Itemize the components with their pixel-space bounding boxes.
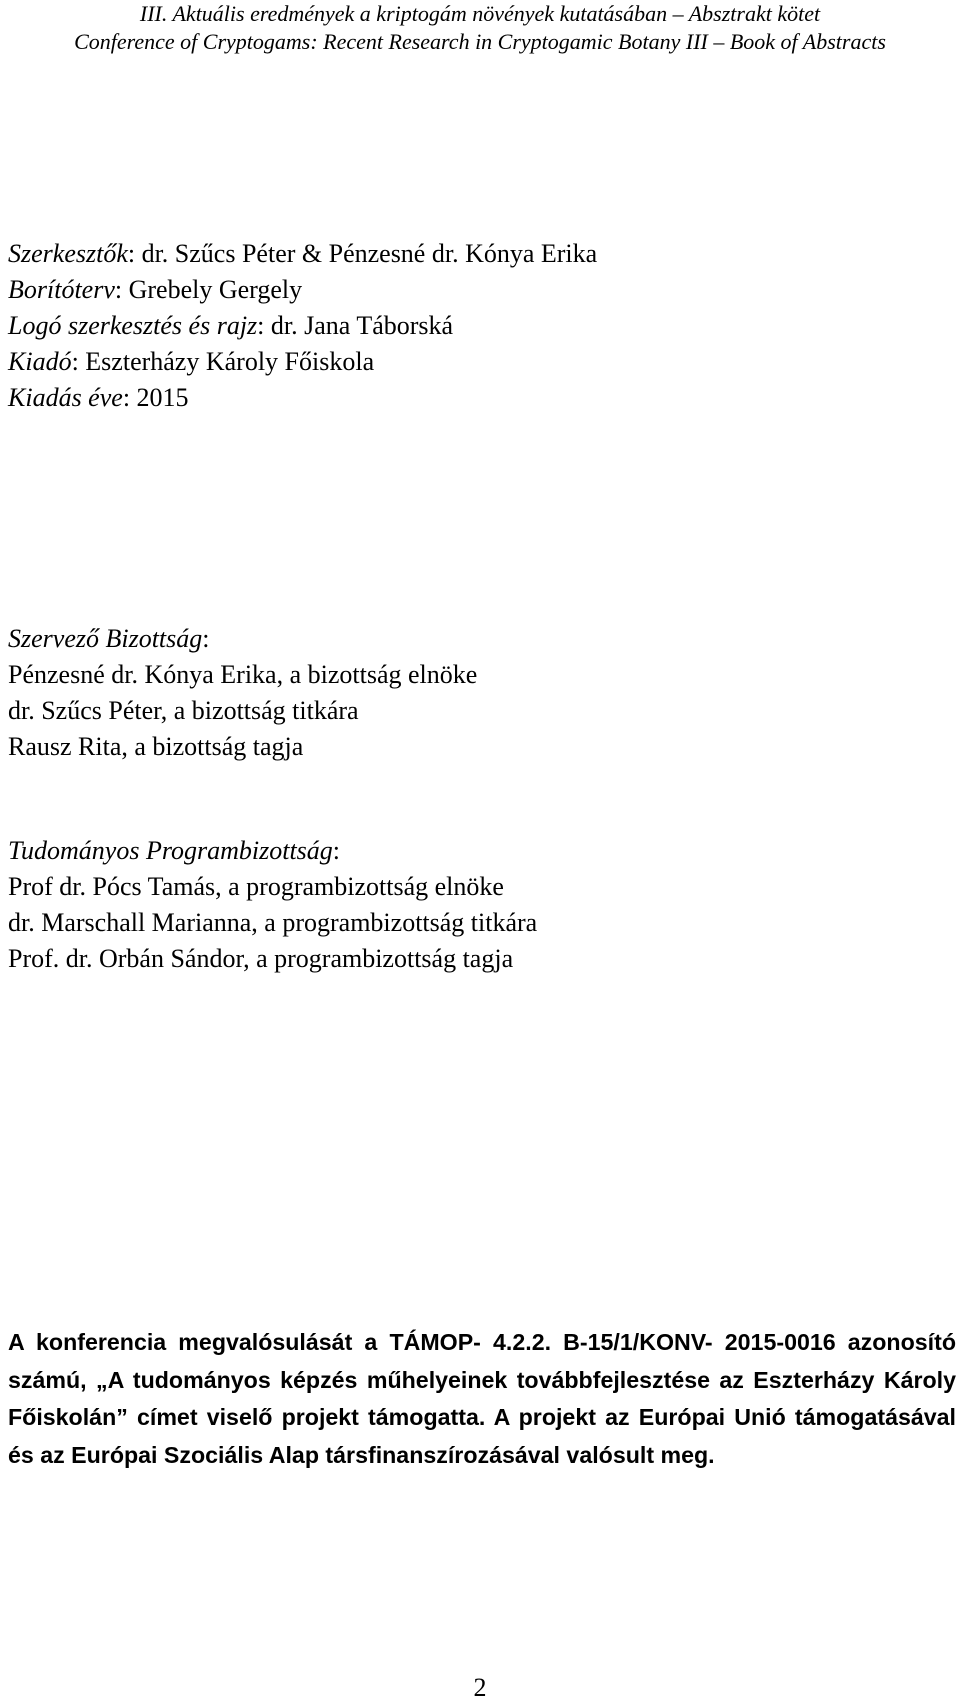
organizing-committee	[8, 621, 477, 765]
scientific-committee-colon: :	[332, 836, 341, 865]
publication-year-label: Kiadás éve	[8, 383, 123, 412]
committee-member: dr. Szűcs Péter, a bizottság titkára	[8, 696, 359, 725]
colophon	[8, 236, 597, 416]
publisher-value: : Eszterházy Károly Főiskola	[71, 347, 375, 376]
logo-design-value: : dr. Jana Táborská	[257, 311, 454, 340]
committee-member: dr. Marschall Marianna, a programbizottság titkára	[8, 908, 538, 937]
organizing-committee-colon: :	[202, 624, 210, 653]
editors-label: Szerkesztők	[8, 239, 128, 268]
cover-design-value: : Grebely Gergely	[114, 275, 303, 304]
scientific-committee	[8, 833, 537, 977]
header-title-hungarian: III. Aktuális eredmények a kriptogám növények kutatásában – Absztrakt kötet	[139, 1, 821, 26]
publisher-label: Kiadó	[8, 347, 72, 376]
publisher-line	[8, 344, 597, 380]
publication-year-line	[8, 380, 597, 416]
funding-statement: A konferencia megvalósulását a TÁMOP- 4.2.2. B-15/1/KONV- 2015-0016 azonosító számú, „A tudományos képzés műhelyeinek továbbfejlesztése az Eszterházy Károly Főiskolán” címet viselő projekt támogatta. A projekt az Európai Unió támogatásával és az Európai Szociális Alap társfinanszírozásával valósult meg.	[8, 1329, 956, 1468]
cover-design-label: Borítóterv	[8, 275, 115, 304]
editors-line	[8, 236, 597, 272]
cover-design-line	[8, 272, 597, 308]
organizing-committee-label: Szervező Bizottság	[8, 624, 203, 653]
logo-design-label: Logó szerkesztés és rajz	[8, 311, 258, 340]
header-title-english: Conference of Cryptogams: Recent Research in Cryptogamic Botany III – Book of Abstracts	[74, 29, 886, 54]
page-number: 2	[473, 1673, 487, 1702]
committee-member: Prof. dr. Orbán Sándor, a programbizottság tagja	[8, 944, 514, 973]
organizing-committee-heading	[8, 621, 477, 657]
committee-member: Prof dr. Pócs Tamás, a programbizottság elnöke	[8, 872, 504, 901]
running-header	[0, 0, 960, 56]
scientific-committee-label: Tudományos Programbizottság	[8, 836, 333, 865]
editors-value: : dr. Szűcs Péter & Pénzesné dr. Kónya Erika	[127, 239, 598, 268]
publication-year-value: : 2015	[122, 383, 189, 412]
committee-member: Pénzesné dr. Kónya Erika, a bizottság elnöke	[8, 660, 478, 689]
logo-design-line	[8, 308, 597, 344]
scientific-committee-heading	[8, 833, 537, 869]
committee-member: Rausz Rita, a bizottság tagja	[8, 732, 304, 761]
